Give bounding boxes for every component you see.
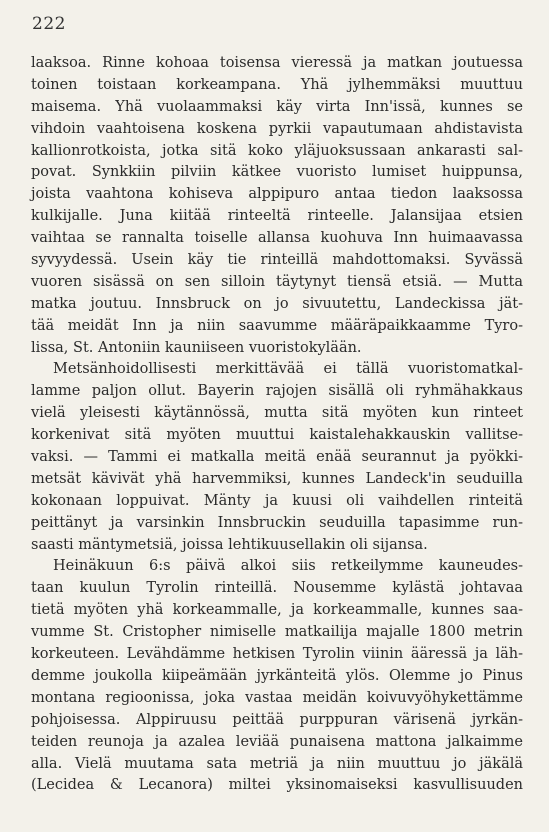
text-line: tietä myöten yhä korkeammalle, ja korkeammalle, kunnes saa- bbox=[31, 602, 523, 619]
text-line: vumme St. Cristopher nimiselle matkailija majalle 1800 metrin bbox=[31, 624, 523, 641]
text-line: taan kuulun Tyrolin rinteillä. Nousemme kylästä johtavaa bbox=[31, 580, 523, 597]
text-line: pohjoisessa. Alppiruusu peittää purppuran värisenä jyrkän- bbox=[31, 711, 523, 728]
body-text bbox=[31, 53, 523, 797]
text-line: joista vaahtona kohiseva alppipuro antaa tiedon laaksossa bbox=[31, 186, 523, 203]
text-line: korkeuteen. Levähdämme hetkisen Tyrolin viinin ääressä ja läh- bbox=[31, 646, 523, 663]
text-line: vihdoin vaahtoisena koskena pyrkii vapautumaan ahdistavista bbox=[31, 120, 523, 137]
text-line: vaihtaa se rannalta toiselle allansa kuohuva Inn huimaavassa bbox=[31, 230, 523, 247]
text-line: kallionrotkoista, jotka sitä koko yläjuoksussaan ankarasti sal- bbox=[31, 142, 523, 159]
text-line: laaksoa. Rinne kohoaa toisensa vieressä ja matkan joutuessa bbox=[31, 55, 523, 71]
text-line: povat. Synkkiin pilviin kätkee vuoristo lumiset huippunsa, bbox=[31, 164, 523, 181]
text-line: korkenivat sitä myöten muuttui kaistalehakkauskin vallitse- bbox=[31, 427, 523, 444]
text-line: metsät kävivät yhä harvemmiksi, kunnes Landeck'in seuduilla bbox=[31, 470, 523, 487]
text-line: matka joutuu. Innsbruck on jo sivuutettu, Landeckissa jät- bbox=[31, 295, 523, 312]
text-line: kokonaan loppuivat. Mänty ja kuusi oli vaihdellen rinteitä bbox=[31, 492, 523, 509]
text-line: vuoren sisässä on sen silloin täytynyt tiensä etsiä. — Mutta bbox=[31, 273, 523, 290]
text-line: lissa, St. Antoniin kauniiseen vuoristokylään. bbox=[31, 339, 362, 356]
text-line: lamme paljon ollut. Bayerin rajojen sisällä oli ryhmähakkaus bbox=[31, 383, 523, 400]
text-line: Metsänhoidollisesti merkittävää ei tällä vuoristomatkal- bbox=[53, 361, 523, 378]
text-line: kulkijalle. Juna kiitää rinteeltä rinteelle. Jalansijaa etsien bbox=[31, 208, 523, 225]
text-line: tää meidät Inn ja niin saavumme määräpaikkaamme Tyro- bbox=[31, 317, 523, 334]
page-number: 222 bbox=[32, 14, 66, 34]
text-line: vielä yleisesti käytännössä, mutta sitä myöten kun rinteet bbox=[31, 405, 523, 422]
text-line: peittänyt ja varsinkin Innsbruckin seuduilla tapasimme run- bbox=[31, 514, 523, 531]
text-line: vaksi. — Tammi ei matkalla meitä enää seurannut ja pyökki- bbox=[31, 449, 523, 466]
text-line: demme joukolla kiipeämään jyrkänteitä ylös. Olemme jo Pinus bbox=[31, 667, 523, 684]
text-line: montana regioonissa, joka vastaa meidän koivuvyöhykettämme bbox=[31, 689, 523, 706]
text-line: alla. Vielä muutama sata metriä ja niin muuttuu jo jäkälä bbox=[31, 755, 523, 772]
text-line: teiden reunoja ja azalea leviää punaisena mattona jalkaimme bbox=[31, 733, 523, 750]
text-line: maisema. Yhä vuolaammaksi käy virta Inn'issä, kunnes se bbox=[31, 98, 523, 115]
text-line: toinen toistaan korkeampana. Yhä jylhemmäksi muuttuu bbox=[31, 76, 523, 93]
text-line: Heinäkuun 6:s päivä alkoi siis retkeilymme kauneudes- bbox=[53, 558, 523, 575]
text-line: (Lecidea & Lecanora) miltei yksinomaiseksi kasvullisuuden bbox=[31, 777, 523, 794]
text-line: syvyydessä. Usein käy tie rinteillä mahdottomaksi. Syvässä bbox=[31, 252, 523, 269]
text-line: saasti mäntymetsiä, joissa lehtikuusellakin oli sijansa. bbox=[31, 536, 428, 553]
